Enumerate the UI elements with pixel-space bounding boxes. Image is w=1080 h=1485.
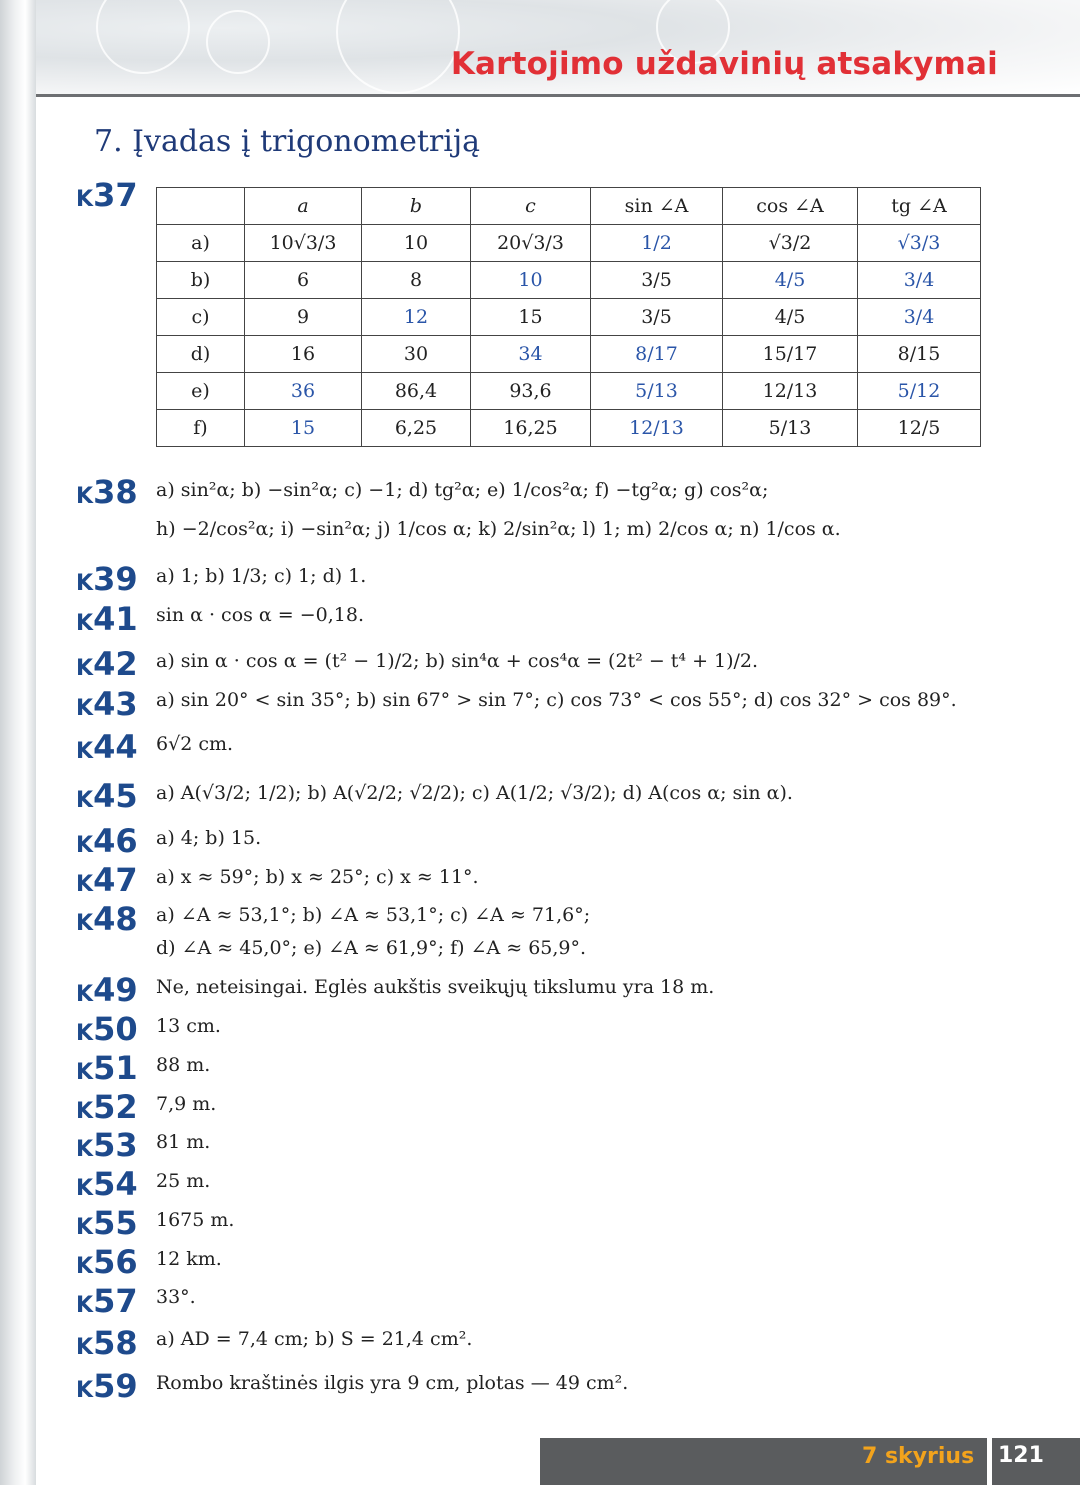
table-cell: 5/13 [591,373,723,410]
table-cell: 34 [471,336,591,373]
problem-number: K51 [76,1049,138,1087]
row-label: d) [157,336,245,373]
answer-line: 33°. [156,1286,196,1308]
problem-number: K56 [76,1243,138,1281]
decor-swirl [96,0,190,74]
table-row [157,373,981,410]
problem-number: K49 [76,971,138,1009]
section-title: 7. Įvadas į trigonometriją [94,124,481,159]
problem-number: K58 [76,1324,138,1362]
problem-number: K37 [76,176,138,214]
answer-line: 6√2 cm. [156,733,234,755]
table-cell: 10√3/3 [245,225,362,262]
table-cell: 30 [362,336,471,373]
table-header: a [245,188,362,225]
problem-number: K53 [76,1126,138,1164]
answer-line: a) sin 20° < sin 35°; b) sin 67° > sin 7°; c) cos 73° < cos 55°; d) cos 32° > cos 89°. [156,689,957,711]
page-edge [0,0,36,1485]
problem-number: K47 [76,861,138,899]
decor-swirl [336,0,460,94]
row-label: c) [157,299,245,336]
table-row [157,225,981,262]
footer-divider [987,1438,992,1485]
answer-line: a) 1; b) 1/3; c) 1; d) 1. [156,565,367,587]
row-label: e) [157,373,245,410]
table-cell: 6 [245,262,362,299]
table-cell: 3/5 [591,262,723,299]
problem-number: K48 [76,900,138,938]
table-cell: 86,4 [362,373,471,410]
problem-number: K39 [76,560,138,598]
table-cell: 12/13 [591,410,723,447]
table-header: c [471,188,591,225]
row-label: b) [157,262,245,299]
answer-line: 25 m. [156,1170,211,1192]
table-cell: 3/5 [591,299,723,336]
answer-line: 7,9 m. [156,1093,217,1115]
table-row [157,336,981,373]
table-cell: 16 [245,336,362,373]
table-cell: 20√3/3 [471,225,591,262]
answer-line: 88 m. [156,1054,211,1076]
answer-line: sin α · cos α = −0,18. [156,604,365,626]
table-header: sin ∠A [591,188,723,225]
page-number: 121 [998,1443,1044,1468]
answer-line: 12 km. [156,1248,222,1270]
table-cell: 12 [362,299,471,336]
k37-table [156,187,981,447]
answer-line: a) sin²α; b) −sin²α; c) −1; d) tg²α; e) 1/cos²α; f) −tg²α; g) cos²α; [156,479,769,501]
problem-number: K54 [76,1165,138,1203]
answer-line: h) −2/cos²α; i) −sin²α; j) 1/cos α; k) 2/sin²α; l) 1; m) 2/cos α; n) 1/cos α. [156,518,841,540]
answer-line: Ne, neteisingai. Eglės aukštis sveikųjų tikslumu yra 18 m. [156,976,715,998]
table-cell: √3/2 [723,225,858,262]
problem-number: K43 [76,685,138,723]
problem-number: K59 [76,1367,138,1405]
problem-number: K52 [76,1088,138,1126]
answer-line: a) ∠A ≈ 53,1°; b) ∠A ≈ 53,1°; c) ∠A ≈ 71,6°; [156,904,591,926]
answer-line: a) A(√3/2; 1/2); b) A(√2/2; √2/2); c) A(1/2; √3/2); d) A(cos α; sin α). [156,782,793,804]
answer-line: d) ∠A ≈ 45,0°; e) ∠A ≈ 61,9°; f) ∠A ≈ 65,9°. [156,937,587,959]
table-cell: 93,6 [471,373,591,410]
decor-swirl [206,10,270,74]
problem-number: K50 [76,1010,138,1048]
table-cell: 8/15 [858,336,981,373]
problem-number: K44 [76,728,138,766]
problem-number: K38 [76,473,138,511]
table-cell: 3/4 [858,299,981,336]
problem-number: K46 [76,822,138,860]
problem-number: K42 [76,645,138,683]
problem-number: K41 [76,600,138,638]
answer-line: 81 m. [156,1131,211,1153]
table-cell: 12/5 [858,410,981,447]
table-cell: 9 [245,299,362,336]
answer-line: a) x ≈ 59°; b) x ≈ 25°; c) x ≈ 11°. [156,866,479,888]
table-cell: 4/5 [723,262,858,299]
table-cell: 15/17 [723,336,858,373]
table-cell: 12/13 [723,373,858,410]
table-header: b [362,188,471,225]
table-row [157,262,981,299]
table-header-row [157,188,981,225]
answer-line: 1675 m. [156,1209,235,1231]
table-row [157,299,981,336]
answer-line: a) 4; b) 15. [156,827,262,849]
answer-line: a) sin α · cos α = (t² − 1)/2; b) sin⁴α + cos⁴α = (2t² − t⁴ + 1)/2. [156,650,759,672]
table-cell: 15 [245,410,362,447]
answer-line: a) AD = 7,4 cm; b) S = 21,4 cm². [156,1328,473,1350]
table-cell: 5/13 [723,410,858,447]
table-cell: 10 [471,262,591,299]
problem-number: K45 [76,777,138,815]
footer-chapter: 7 skyrius [862,1444,975,1469]
table-cell: √3/3 [858,225,981,262]
row-label: f) [157,410,245,447]
table-cell: 16,25 [471,410,591,447]
table-cell: 36 [245,373,362,410]
table-cell: 5/12 [858,373,981,410]
problem-number: K55 [76,1204,138,1242]
table-cell: 1/2 [591,225,723,262]
row-label: a) [157,225,245,262]
table-cell: 10 [362,225,471,262]
header-title: Kartojimo uždavinių atsakymai [450,46,998,82]
table-header: cos ∠A [723,188,858,225]
table-cell: 15 [471,299,591,336]
answer-line: Rombo kraštinės ilgis yra 9 cm, plotas — 49 cm². [156,1372,629,1394]
table-cell: 8/17 [591,336,723,373]
table-cell: 3/4 [858,262,981,299]
table-header [157,188,245,225]
table-cell: 8 [362,262,471,299]
table-header: tg ∠A [858,188,981,225]
answer-line: 13 cm. [156,1015,221,1037]
table-cell: 4/5 [723,299,858,336]
problem-number: K57 [76,1282,138,1320]
table-row [157,410,981,447]
table-cell: 6,25 [362,410,471,447]
